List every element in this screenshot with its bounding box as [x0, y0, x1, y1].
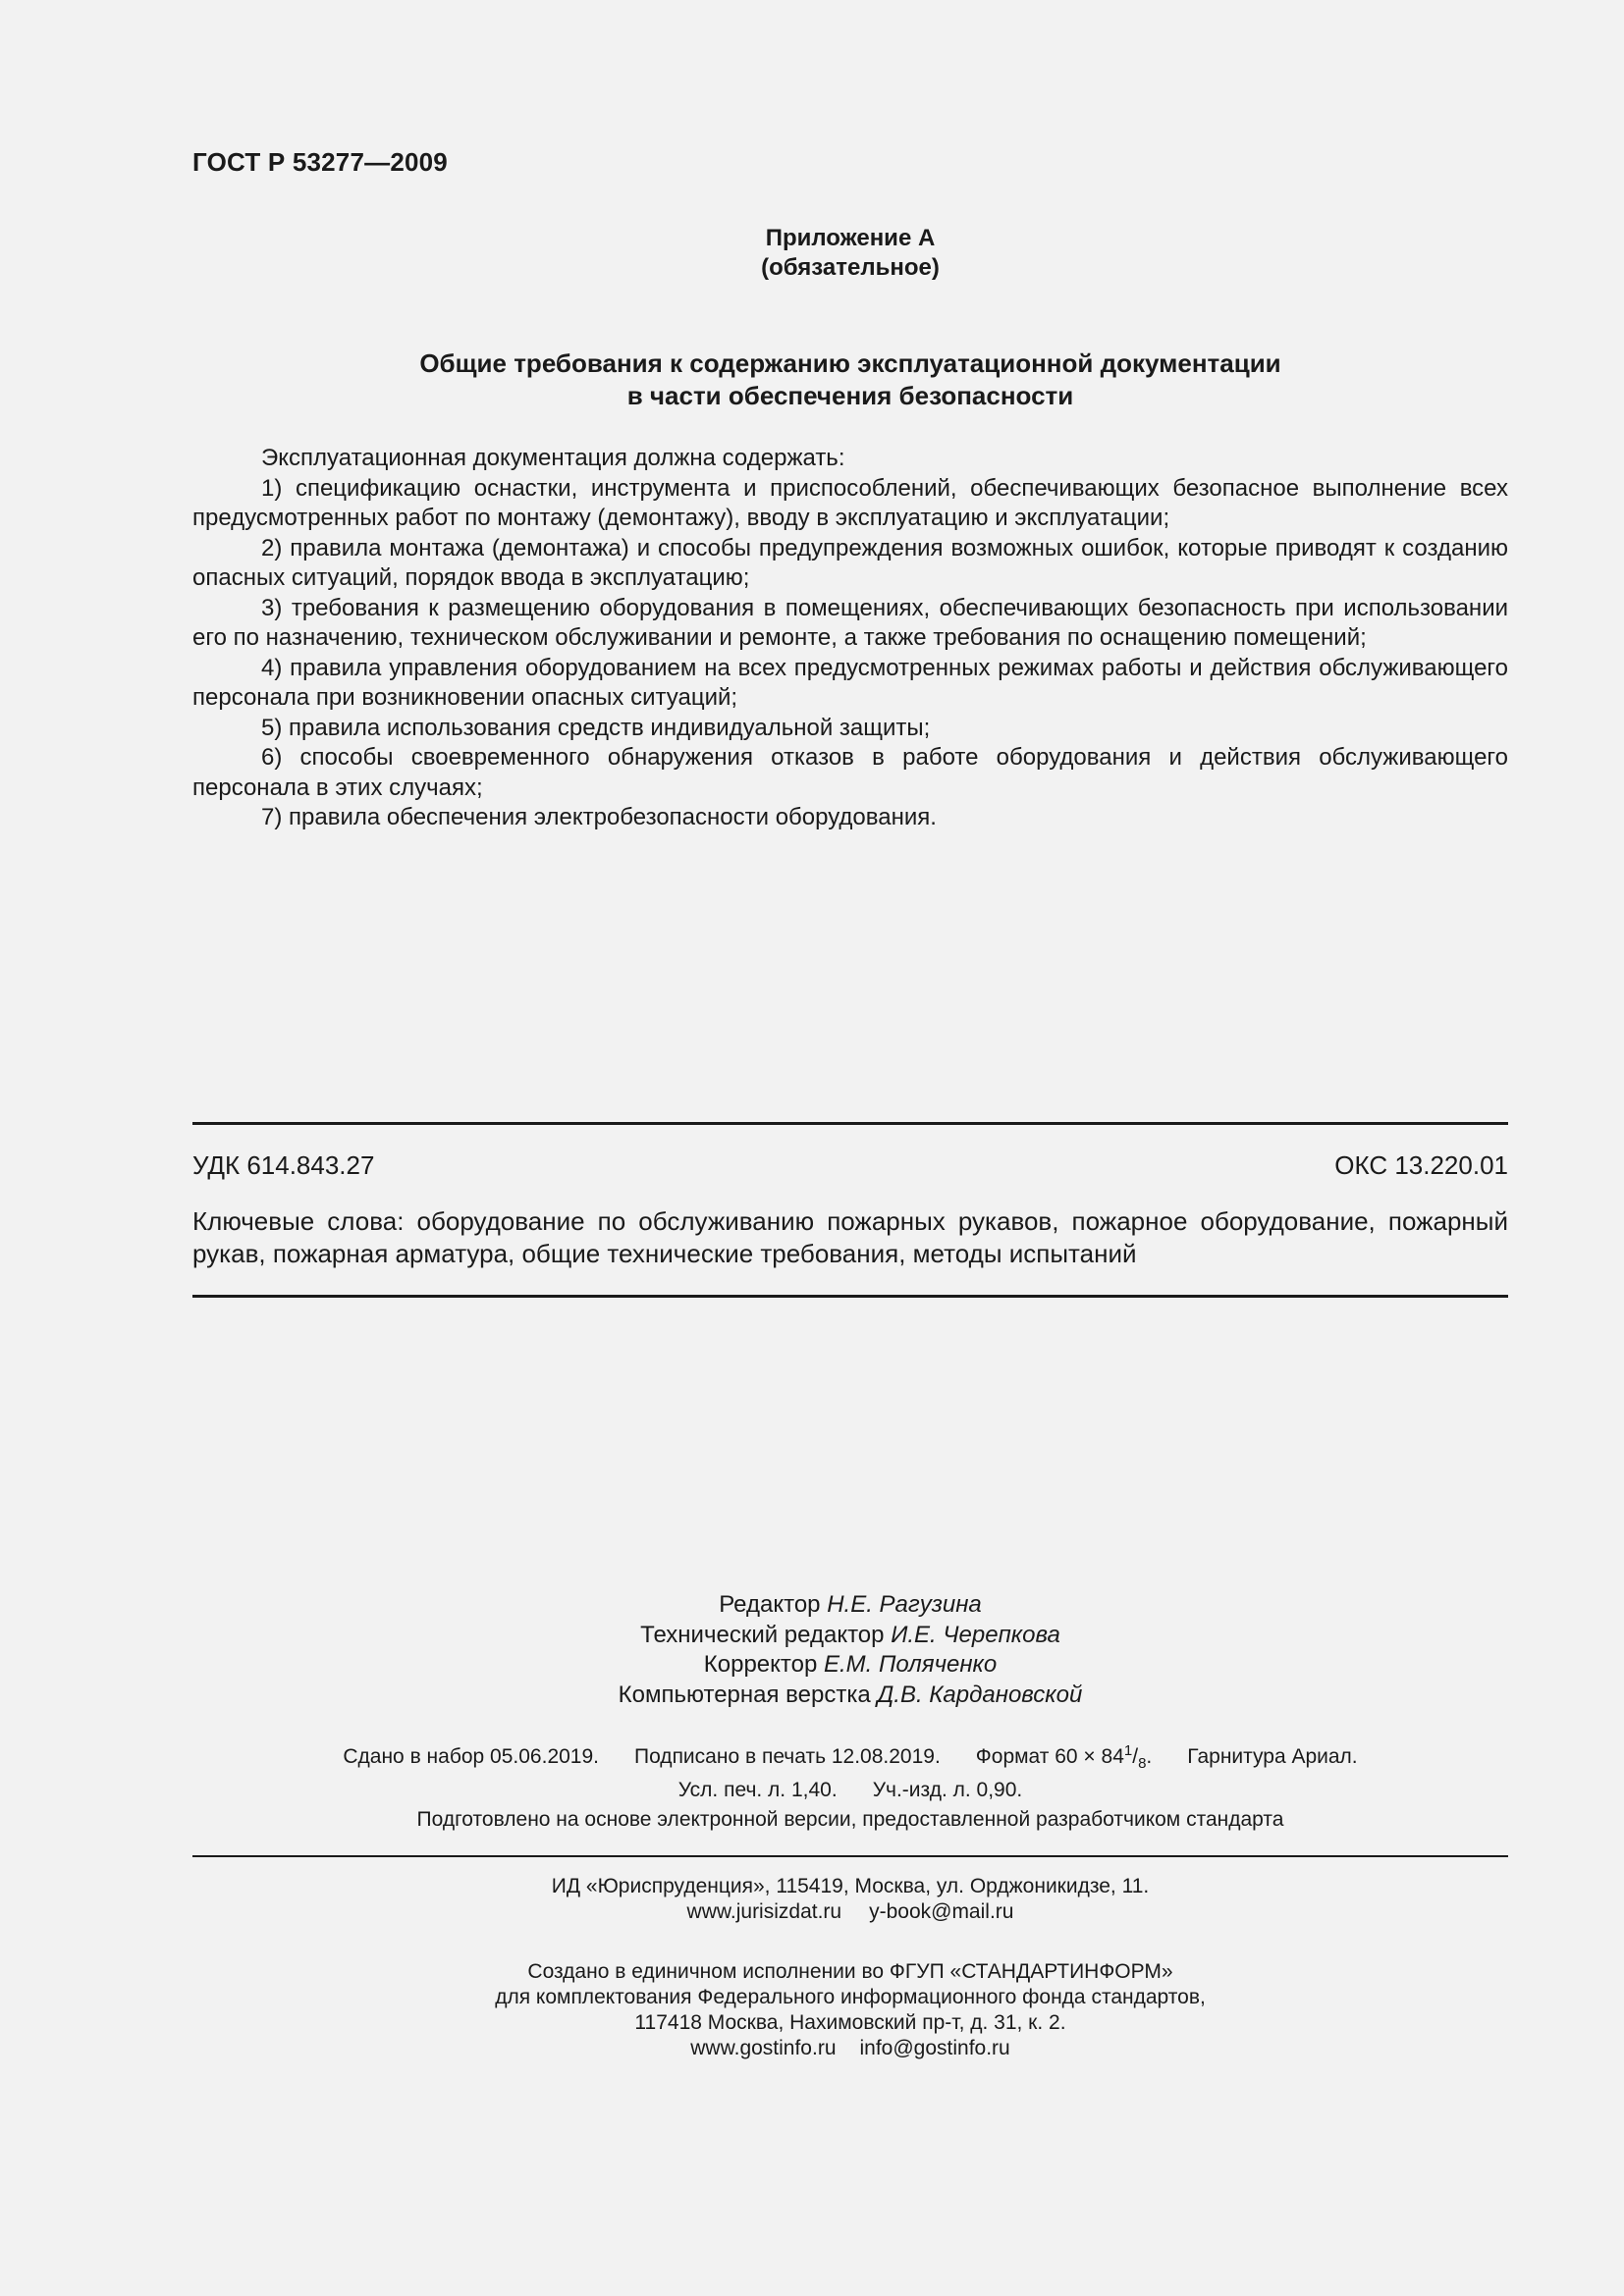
credit-label: Корректор	[703, 1651, 818, 1678]
imprint-line-1	[192, 1737, 1508, 1777]
imprint-line-2	[192, 1777, 1508, 1803]
body-item: 6) способы своевременного обнаружения отказов в работе оборудования и действия обслуживающего персонала в этих случаях;	[192, 744, 1508, 801]
imprint-signed: Подписано в печать 12.08.2019.	[634, 1745, 941, 1768]
heading-line-1: Общие требования к содержанию эксплуатационной документации	[419, 348, 1281, 378]
appendix-header	[192, 224, 1508, 283]
credit-name: Е.М. Поляченко	[824, 1651, 998, 1678]
body-item: 1) спецификацию оснастки, инструмента и приспособлений, обеспечивающих безопасное выполнение всех предусмотренных работ по монтажу (демонтажу), вводу в эксплуатацию и эксплуатации;	[192, 474, 1508, 531]
credit-editor	[192, 1590, 1508, 1621]
heading-line-2: в части обеспечения безопасности	[626, 381, 1074, 410]
divider-top	[192, 1122, 1508, 1125]
gostinfo-email-link[interactable]: info@gostinfo.ru	[859, 2037, 1010, 2059]
created-block	[192, 1959, 1508, 2061]
classification-row	[192, 1150, 1508, 1181]
created-line-3: 117418 Москва, Нахимовский пр-т, д. 31, к. 2.	[634, 2011, 1066, 2034]
created-line-2: для комплектования Федерального информационного фонда стандартов,	[495, 1986, 1206, 2008]
created-contacts	[192, 2036, 1508, 2061]
credit-corrector	[192, 1650, 1508, 1681]
body-item: 5) правила использования средств индивидуальной защиты;	[261, 714, 931, 741]
credit-label: Редактор	[719, 1591, 821, 1618]
imprint-typeset: Сдано в набор 05.06.2019.	[343, 1745, 599, 1768]
document-code: ГОСТ Р 53277—2009	[192, 147, 448, 177]
body-intro: Эксплуатационная документация должна содержать:	[261, 445, 845, 471]
publisher-email-link[interactable]: y-book@mail.ru	[869, 1900, 1014, 1923]
format-prefix: Формат 60 × 84	[975, 1745, 1124, 1768]
format-slash: /	[1132, 1745, 1139, 1768]
body-item: 4) правила управления оборудованием на всех предусмотренных режимах работы и действия обслуживающего персонала при возникновении опасных ситуаций;	[192, 654, 1508, 711]
imprint-typeface: Гарнитура Ариал.	[1187, 1745, 1358, 1768]
credit-name: И.Е. Черепкова	[891, 1621, 1060, 1648]
imprint-print-sheets: Усл. печ. л. 1,40.	[677, 1779, 838, 1802]
section-heading	[192, 347, 1508, 412]
publisher-address: ИД «Юриспруденция», 115419, Москва, ул. Орджоникидзе, 11.	[551, 1875, 1150, 1897]
body-item: 7) правила обеспечения электробезопасности оборудования.	[261, 804, 937, 830]
format-denominator: 8	[1138, 1755, 1147, 1773]
appendix-status: (обязательное)	[761, 254, 940, 281]
credit-tech-editor	[192, 1621, 1508, 1651]
imprint-block	[192, 1737, 1508, 1803]
body-item: 2) правила монтажа (демонтажа) и способы предупреждения возможных ошибок, которые приводят к созданию опасных ситуаций, порядок ввода в эксплуатацию;	[192, 534, 1508, 591]
divider-imprint	[192, 1855, 1508, 1857]
keywords: Ключевые слова: оборудование по обслуживанию пожарных рукавов, пожарное оборудование, пожарный рукав, пожарная арматура, общие технические требования, методы испытаний	[192, 1206, 1508, 1268]
gostinfo-site-link[interactable]: www.gostinfo.ru	[690, 2037, 837, 2059]
format-numerator: 1	[1123, 1742, 1133, 1759]
prepared-note: Подготовлено на основе электронной версии, предоставленной разработчиком стандарта	[416, 1808, 1284, 1831]
imprint-format	[975, 1742, 1153, 1773]
credit-layout	[192, 1681, 1508, 1711]
credit-name: Н.Е. Рагузина	[827, 1591, 982, 1618]
format-suffix: .	[1146, 1745, 1153, 1768]
credit-label: Технический редактор	[640, 1621, 885, 1648]
body-item: 3) требования к размещению оборудования в помещениях, обеспечивающих безопасность при использовании его по назначению, техническом обслуживании и ремонте, а также требования по оснащению помещений;	[192, 594, 1508, 651]
body-text	[192, 444, 1508, 833]
udk-code: УДК 614.843.27	[192, 1150, 375, 1180]
credit-label: Компьютерная верстка	[618, 1681, 871, 1708]
credit-name: Д.В. Кардановской	[877, 1681, 1083, 1708]
appendix-title: Приложение А	[765, 225, 936, 251]
imprint-pub-sheets: Уч.-изд. л. 0,90.	[872, 1779, 1023, 1802]
document-page	[192, 0, 1508, 2296]
oks-code: ОКС 13.220.01	[1334, 1150, 1508, 1180]
divider-bottom	[192, 1295, 1508, 1298]
publisher-contacts	[192, 1899, 1508, 1925]
credits-block	[192, 1590, 1508, 1710]
created-line-1: Создано в единичном исполнении во ФГУП «СТАНДАРТИНФОРМ»	[527, 1960, 1173, 1983]
publisher-site-link[interactable]: www.jurisizdat.ru	[686, 1900, 842, 1923]
publisher-block	[192, 1874, 1508, 1925]
